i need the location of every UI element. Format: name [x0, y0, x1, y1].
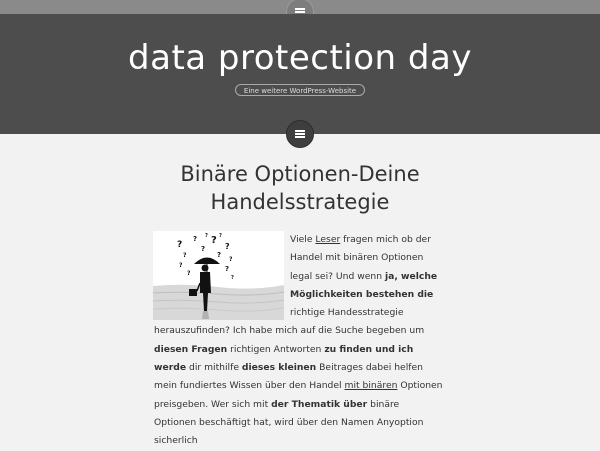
site-header	[0, 14, 600, 134]
svg-text:?: ?	[201, 245, 206, 253]
text-segment: Viele	[290, 234, 316, 245]
text-segment: binäre Optionen beschäftigt hat, wird über den Namen Anyoption sicherlich	[154, 398, 424, 447]
bold-segment: diesen Fragen	[154, 343, 228, 355]
bold-segment: zu finden und ich werde	[154, 343, 414, 374]
svg-text:?: ?	[177, 240, 183, 250]
svg-text:?: ?	[193, 235, 198, 243]
svg-text:?: ?	[179, 262, 183, 269]
svg-text:?: ?	[183, 252, 187, 259]
text-segment: Optionen preisgeben. Wer sich mit	[154, 380, 443, 410]
svg-text:?: ?	[229, 256, 233, 263]
text-segment: Beitrages dabei helfen mein fundiertes Wissen über den Handel	[154, 362, 423, 392]
menu-icon	[295, 130, 305, 138]
text-segment: richtige Handesstrategie herauszufinden? Ich habe mich auf die Suche begeben um	[154, 307, 425, 337]
bold-segment: ja, welche Möglichkeiten bestehen die	[290, 270, 438, 300]
site-tagline: Eine weitere WordPress-Website	[235, 84, 365, 96]
svg-text:?: ?	[187, 270, 191, 277]
text-segment: richtigen Antworten	[227, 343, 325, 355]
bold-segment: dieses kleinen	[241, 362, 317, 374]
bold-segment: der Thematik über	[271, 398, 368, 410]
post-content	[154, 231, 444, 451]
svg-text:?: ?	[231, 275, 234, 281]
site-title[interactable]: data protection day	[128, 38, 472, 78]
text-segment: dir mithilfe	[186, 362, 242, 374]
svg-text:?: ?	[219, 233, 222, 239]
main-menu-toggle[interactable]	[286, 120, 314, 148]
image-float-spacer	[154, 231, 290, 321]
post-title[interactable]: Binäre Optionen-Deine Handelsstrategie	[180, 162, 420, 214]
link-binaere-optionen[interactable]: mit binären	[344, 380, 398, 392]
svg-text:?: ?	[211, 235, 217, 246]
link-leser[interactable]: Leser	[315, 234, 341, 245]
svg-text:?: ?	[225, 242, 230, 251]
svg-text:?: ?	[225, 265, 230, 273]
svg-text:?: ?	[205, 233, 208, 239]
text-segment: fragen mich ob der Handel mit binären Optionen legal sei? Und wenn	[290, 234, 431, 282]
svg-text:?: ?	[217, 251, 222, 259]
